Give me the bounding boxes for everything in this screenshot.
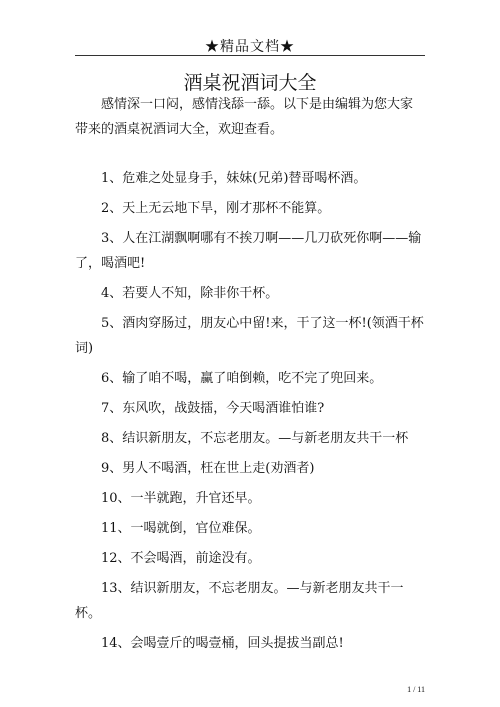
list-item: 7、东风吹，战鼓擂，今天喝酒谁怕谁?	[101, 401, 325, 416]
intro-paragraph: 感情深一口闷，感情浅舔一舔。以下是由编辑为您大家带来的酒桌祝酒词大全，欢迎查看。	[75, 97, 414, 137]
list-item: 5、酒肉穿肠过，朋友心中留!来，干了这一杯!(领酒干杯词)	[75, 316, 424, 356]
document-title: 酒桌祝酒词大全	[183, 72, 317, 94]
list-item: 9、男人不喝酒，枉在世上走(劝酒者)	[101, 461, 315, 476]
page-number: 1 / 11	[407, 685, 425, 694]
list-item: 11、一喝就倒，官位难保。	[101, 521, 261, 536]
list-item: 4、若要人不知，除非你干杯。	[101, 286, 279, 301]
list-item: 12、不会喝酒，前途没有。	[101, 551, 261, 566]
list-item: 2、天上无云地下旱，刚才那杯不能算。	[101, 201, 331, 216]
document-header: ★精品文档★	[205, 39, 295, 55]
list-item: 1、危难之处显身手，妹妹(兄弟)替哥喝杯酒。	[101, 171, 367, 186]
list-item: 6、输了咱不喝，赢了咱倒赖，吃不完了兜回来。	[101, 371, 383, 386]
list-item: 13、结识新朋友，不忘老朋友。—与新老朋友共干一杯。	[75, 581, 404, 621]
list-item: 8、结识新朋友，不忘老朋友。—与新老朋友共干一杯	[101, 431, 409, 446]
list-item: 3、人在江湖飘啊哪有不挨刀啊——几刀砍死你啊——输了，喝酒吧!	[75, 231, 422, 271]
toast-list	[75, 166, 425, 661]
list-item: 14、会喝壹斤的喝壹桶，回头提拔当副总!	[101, 636, 344, 651]
list-item: 10、一半就跑，升官还早。	[101, 491, 261, 506]
header-divider	[75, 55, 425, 56]
